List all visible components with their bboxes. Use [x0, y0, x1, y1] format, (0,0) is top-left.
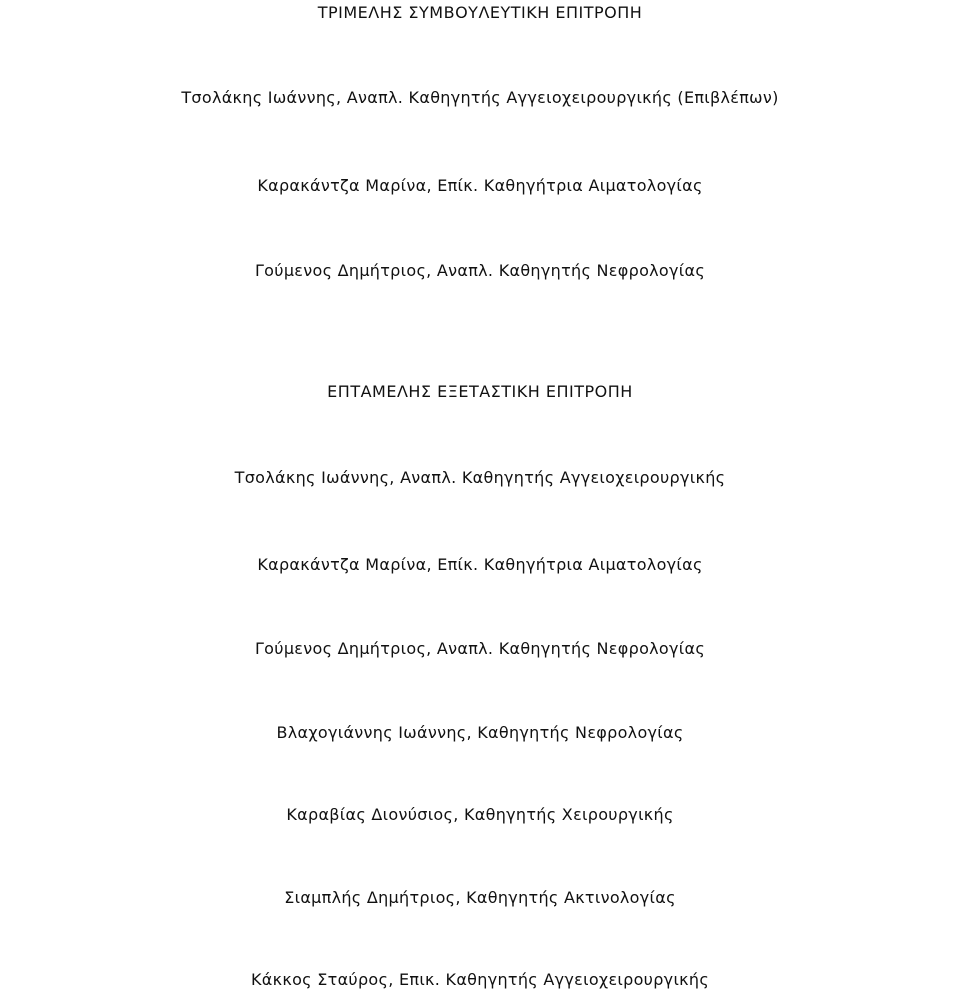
examination-member-4: Βλαχογιάννης Ιωάννης, Καθηγητής Νεφρολογίας: [276, 723, 684, 742]
examination-member-5: Καραβίας Διονύσιος, Καθηγητής Χειρουργικής: [286, 805, 674, 824]
examination-member-7: Κάκκος Σταύρος, Επικ. Καθηγητής Αγγειοχειρουργικής: [250, 970, 710, 989]
examination-member-3: Γούμενος Δημήτριος, Αναπλ. Καθηγητής Νεφρολογίας: [254, 639, 706, 658]
examination-member-6: Σιαμπλής Δημήτριος, Καθηγητής Ακτινολογίας: [284, 888, 676, 907]
examination-member-1: Τσολάκης Ιωάννης, Αναπλ. Καθηγητής Αγγειοχειρουργικής: [234, 468, 726, 487]
examination-member-2: Καρακάντζα Μαρίνα, Επίκ. Καθηγήτρια Αιματολογίας: [257, 555, 703, 574]
advisory-member-3: Γούμενος Δημήτριος, Αναπλ. Καθηγητής Νεφρολογίας: [254, 261, 706, 280]
advisory-member-2: Καρακάντζα Μαρίνα, Επίκ. Καθηγήτρια Αιματολογίας: [257, 176, 703, 195]
advisory-member-1: Τσολάκης Ιωάννης, Αναπλ. Καθηγητής Αγγειοχειρουργικής (Επιβλέπων): [181, 88, 779, 107]
advisory-committee-title: ΤΡΙΜΕΛΗΣ ΣΥΜΒΟΥΛΕΥΤΙΚΗ ΕΠΙΤΡΟΠΗ: [317, 3, 643, 22]
examination-committee-title: ΕΠΤΑΜΕΛΗΣ ΕΞΕΤΑΣΤΙΚΗ ΕΠΙΤΡΟΠΗ: [327, 382, 633, 401]
